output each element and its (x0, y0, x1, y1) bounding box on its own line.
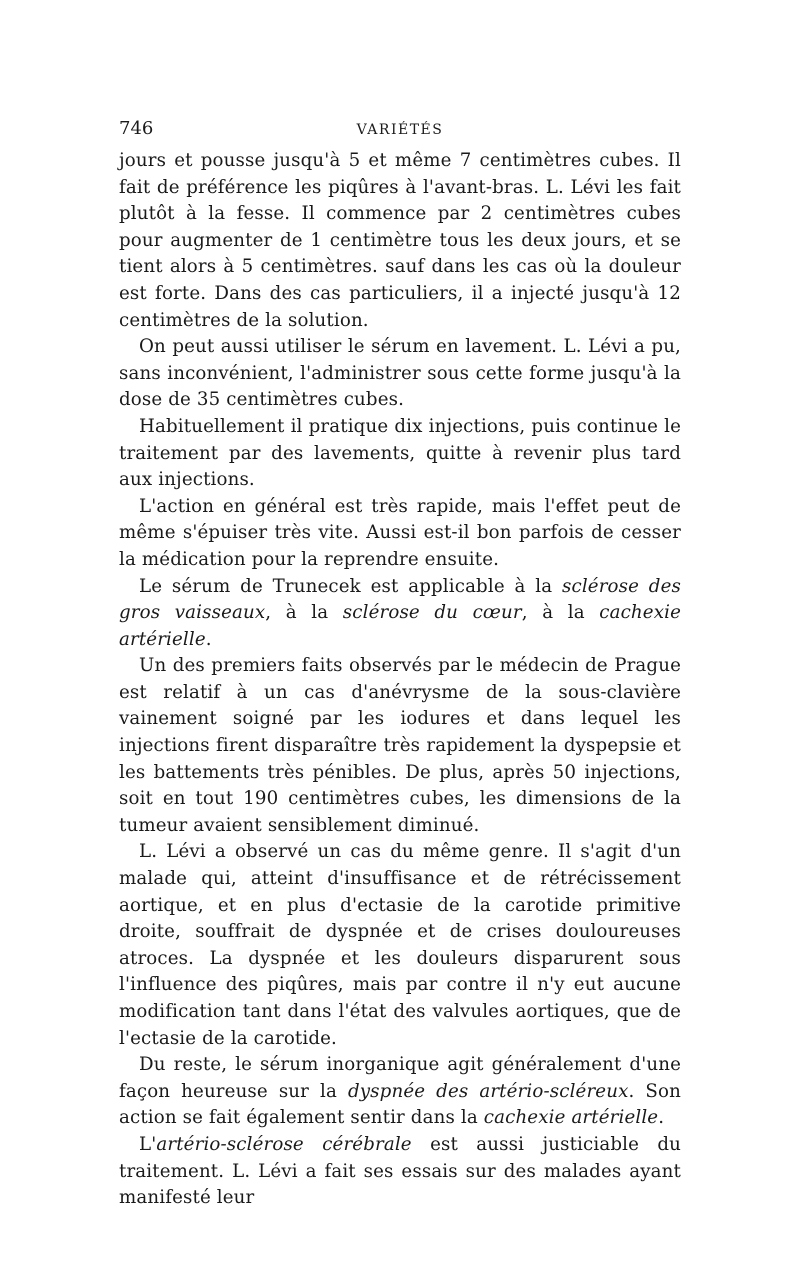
text-run: Un des premiers faits observés par le médecin de Prague est relatif à un cas d'anévrysme de la sous-clavière vainement soigné par les iodures et dans lequel les injections firent disparaître très rapidement la dyspepsie et les battements très pénibles. De plus, après 50 injections, soit en tout 190 centimètres cubes, les dimensions de la tumeur avaient sensiblement diminué. (119, 655, 681, 836)
paragraph (119, 574, 681, 654)
paragraph (119, 334, 681, 414)
text-run: L' (139, 1133, 157, 1155)
text-run: . Son action se fait également sentir dans la (119, 1080, 681, 1129)
text-run: Habituellement il pratique dix injections, puis continue le traitement par des lavements, quitte à revenir plus tard aux injections. (119, 415, 681, 491)
page-number: 746 (119, 118, 154, 139)
paragraph (119, 414, 681, 494)
book-page (119, 118, 681, 1212)
paragraph (119, 494, 681, 574)
italic-run: dyspnée des artério-scléreux (347, 1080, 629, 1102)
italic-run: artério-sclérose cérébrale (156, 1133, 412, 1155)
text-run: . (205, 628, 212, 650)
paragraph (119, 148, 681, 334)
body-text (119, 148, 681, 1212)
text-run: Du reste, le sérum inorganique agit généralement d'une façon heureuse sur la (119, 1054, 681, 1102)
paragraph (119, 1052, 681, 1132)
text-run: jours et pousse jusqu'à 5 et même 7 centimètres cubes. Il fait de préférence les piqûres à l'avant-bras. L. Lévi les fait plutôt à la fesse. Il commence par 2 centimètres cubes pour augmenter de 1 centimètre tous les deux jours, et se tient alors à 5 centimètres. sauf dans les cas où la douleur est forte. Dans des cas particuliers, il a injecté jusqu'à 12 centimètres de la solution. (119, 150, 681, 331)
italic-run: sclérose du cœur (342, 602, 522, 624)
text-run: , à la (265, 602, 343, 624)
text-run: est aussi justiciable du traitement. L. Lévi a fait ses essais sur des malades ayant manifesté leur (119, 1133, 682, 1209)
running-title: VARIÉTÉS (356, 122, 444, 138)
text-run: , à la (521, 602, 600, 624)
italic-run: sclérose des gros vaisseaux (119, 575, 681, 624)
paragraph (119, 1132, 681, 1212)
paragraph (119, 653, 681, 839)
text-run: L. Lévi a observé un cas du même genre. Il s'agit d'un malade qui, atteint d'insuffisance et de rétrécissement aortique, et en plus d'ectasie de la carotide primitive droite, souffrait de dyspnée et de crises douloureuses atroces. La dyspnée et les douleurs disparurent sous l'influence des piqûres, mais par contre il n'y eut aucune modification tant dans l'état des valvules aortiques, que de l'ectasie de la carotide. (119, 841, 681, 1049)
paragraph (119, 839, 681, 1052)
page-header (119, 118, 681, 148)
text-run: On peut aussi utiliser le sérum en lavement. L. Lévi a pu, sans inconvénient, l'administrer sous cette forme jusqu'à la dose de 35 centimètres cubes. (119, 336, 681, 411)
text-run: . (658, 1107, 665, 1129)
italic-run: cachexie artérielle (483, 1107, 659, 1129)
text-run: Le sérum de Trunecek est applicable à la (139, 575, 562, 597)
italic-run: cachexie artérielle (119, 602, 681, 650)
text-run: L'action en général est très rapide, mais l'effet peut de même s'épuiser très vite. Aussi est-il bon parfois de cesser la médication pour la reprendre ensuite. (119, 495, 681, 570)
